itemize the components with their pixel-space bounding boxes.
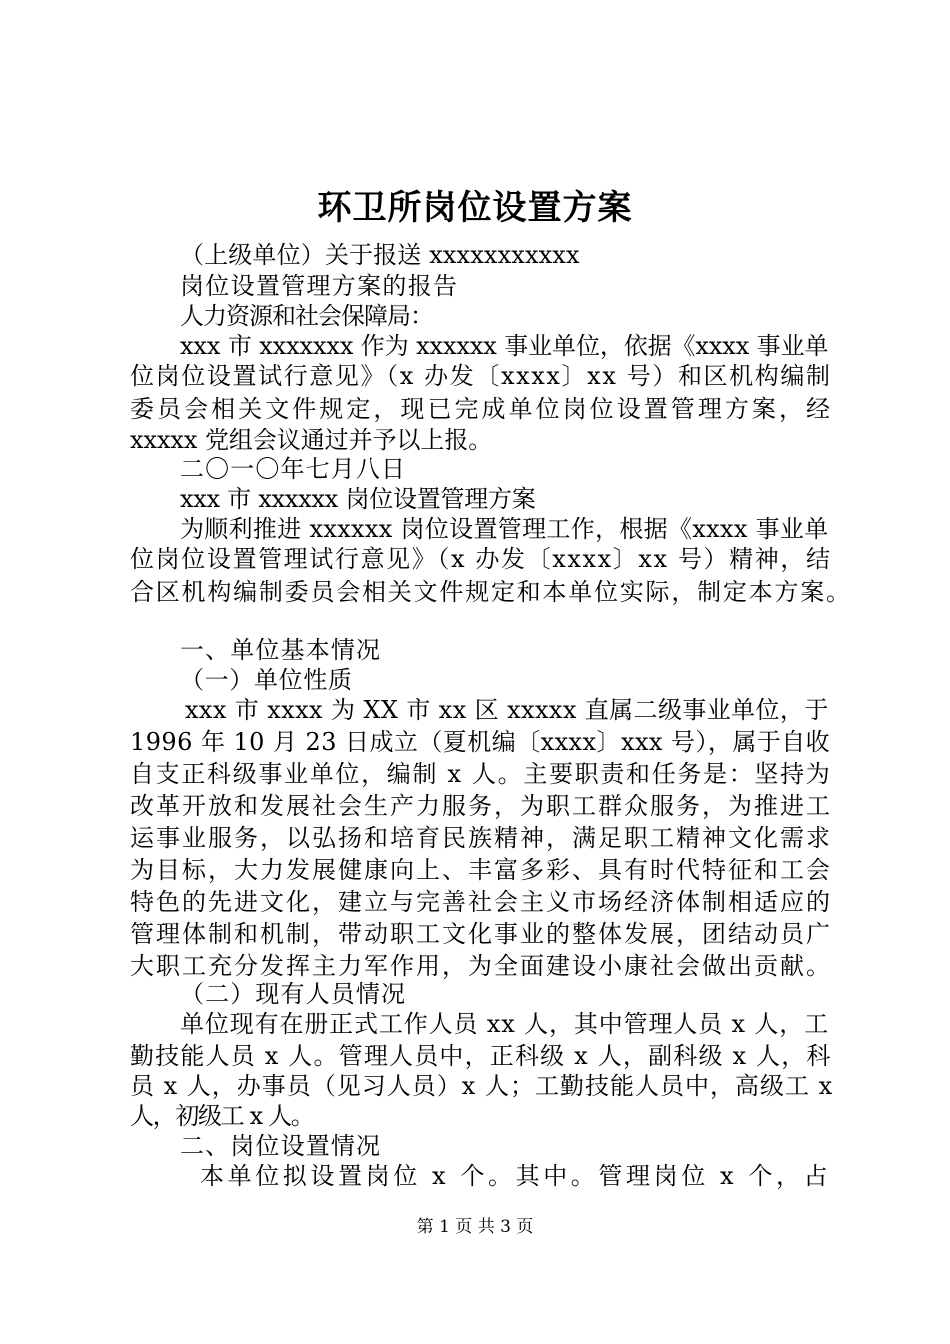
body-line: 运事业服务，以弘扬和培育民族精神，满足职工精神文化需求 [130, 824, 832, 852]
body-line: 本单位拟设置岗位 x 个。其中。管理岗位 x 个，占 [200, 1162, 832, 1190]
body-line: 1996 年 10 月 23 日成立（夏机编〔xxxx〕xxx 号），属于自收 [130, 728, 831, 756]
body-line: xxx 市 xxxxxx 岗位设置管理方案 [180, 485, 536, 513]
body-line: xxxxx 党组会议通过并予以上报。 [130, 426, 493, 454]
page-number-footer: 第 1 页 共 3 页 [416, 1217, 534, 1237]
body-line: xxx 市 xxxxxxx 作为 xxxxxx 事业单位，依据《xxxx 事业单 [180, 332, 829, 360]
body-line: 位岗位设置管理试行意见》（x 办发〔xxxx〕xx 号）精神，结 [130, 545, 832, 573]
body-line: 合区机构编制委员会相关文件规定和本单位实际，制定本方案。 [130, 578, 852, 606]
body-line: 人力资源和社会保障局： [180, 302, 433, 330]
body-line: 单位现有在册正式工作人员 xx 人，其中管理人员 x 人，工 [180, 1010, 829, 1038]
body-line: 管理体制和机制，带动职工文化事业的整体发展，团结动员广 [130, 920, 832, 948]
body-line: 勤技能人员 x 人。管理人员中，正科级 x 人，副科级 x 人，科 [130, 1042, 832, 1070]
body-line: 二〇一〇年七月八日 [180, 455, 407, 483]
body-line: （二）现有人员情况 [180, 980, 407, 1008]
body-line: 大职工充分发挥主力军作用，为全面建设小康社会做出贡献。 [130, 952, 832, 980]
body-line: 岗位设置管理方案的报告 [180, 272, 459, 300]
body-line: 改革开放和发展社会生产力服务，为职工群众服务，为推进工 [130, 792, 832, 820]
body-line: 特色的先进文化，建立与完善社会主义市场经济体制相适应的 [130, 888, 832, 916]
body-line: 为顺利推进 xxxxxx 岗位设置管理工作，根据《xxxx 事业单 [180, 515, 829, 543]
body-line: （一）单位性质 [180, 666, 353, 694]
body-line: 委员会相关文件规定，现已完成单位岗位设置管理方案，经 [130, 395, 834, 423]
document-title: 环卫所岗位设置方案 [317, 188, 633, 228]
body-line: xxx 市 xxxx 为 XX 市 xx 区 xxxxx 直属二级事业单位，于 [185, 696, 829, 724]
body-line: 一、单位基本情况 [180, 636, 382, 664]
body-line: 人，初级工 x 人。 [130, 1102, 314, 1130]
body-line: 二、岗位设置情况 [180, 1132, 382, 1160]
body-line: （上级单位）关于报送 xxxxxxxxxxx [180, 241, 580, 269]
body-line: 员 x 人，办事员（见习人员）x 人；工勤技能人员中，高级工 x [130, 1072, 834, 1100]
body-line: 自支正科级事业单位，编制 x 人。主要职责和任务是：坚持为 [130, 760, 832, 788]
body-line: 位岗位设置试行意见》（x 办发〔xxxx〕xx 号）和区机构编制 [130, 362, 832, 390]
body-line: 为目标，大力发展健康向上、丰富多彩、具有时代特征和工会 [130, 856, 832, 884]
